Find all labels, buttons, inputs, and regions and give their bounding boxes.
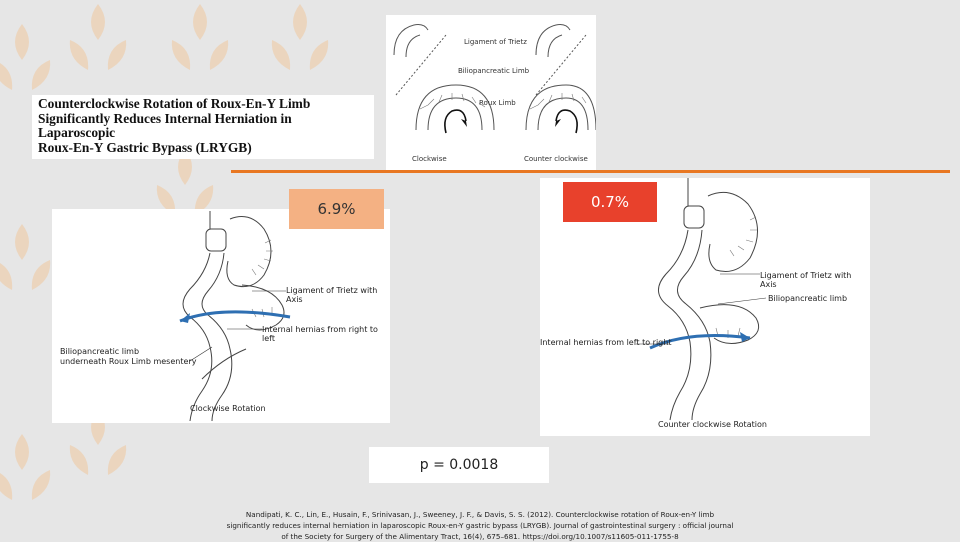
- top-counterclockwise-label: Counter clockwise: [524, 155, 588, 163]
- p-value: p = 0.0018: [419, 457, 499, 473]
- left-caption: Clockwise Rotation: [190, 404, 266, 413]
- top-clockwise-label: Clockwise: [412, 155, 447, 163]
- left-percent-badge: [289, 189, 384, 229]
- left-bp-label-line2: underneath Roux Limb mesentery: [60, 357, 197, 366]
- left-figure-diagram: [52, 209, 390, 423]
- left-percent-value: 6.9%: [317, 200, 356, 218]
- right-ligament-label: Ligament of Trietz with Axis: [760, 271, 852, 289]
- right-bp-label: Biliopancreatic limb: [768, 294, 848, 303]
- left-bp-label-line1: Biliopancreatic limb: [60, 347, 140, 356]
- citation: [175, 509, 785, 542]
- paper-title: [38, 97, 368, 155]
- right-caption: Counter clockwise Rotation: [658, 420, 767, 429]
- orange-divider: [231, 170, 950, 173]
- title-line-2: Significantly Reduces Internal Herniation in Laparoscopic: [38, 110, 292, 140]
- top-figure: [386, 15, 596, 171]
- top-ligament-label: Ligament of Trietz: [464, 38, 527, 46]
- left-ligament-label: Ligament of Trietz with Axis: [286, 286, 378, 304]
- title-line-3: Roux-En-Y Gastric Bypass (LRYGB): [38, 139, 252, 155]
- right-percent-badge: [563, 182, 657, 222]
- p-value-box: [369, 447, 549, 483]
- top-biliopancreatic-label: Biliopancreatic Limb: [458, 67, 530, 75]
- right-percent-value: 0.7%: [590, 193, 630, 211]
- left-hernia-label: Internal hernias from right to left: [262, 325, 378, 343]
- left-figure: [52, 209, 390, 423]
- title-box: [32, 95, 374, 159]
- citation-line-1: Nandipati, K. C., Lin, E., Husain, F., Srinivasan, J., Sweeney, J. F., & Davis, S. S. (2012). Counterclockwise rotation of Roux-en-Y limb: [245, 510, 715, 519]
- right-hernia-label: Internal hernias from left to right: [540, 338, 672, 347]
- citation-line-3: of the Society for Surgery of the Alimentary Tract, 16(4), 675–681. https://doi.org/10.1007/s11605-011-1755-8: [281, 532, 679, 541]
- title-line-1: Counterclockwise Rotation of Roux-En-Y Limb: [38, 96, 311, 111]
- top-roux-label: Roux Limb: [479, 99, 516, 107]
- citation-line-2: significantly reduces internal herniation in laparoscopic Roux-en-Y gastric bypass (LRYGB). Journal of gastrointestinal surgery : official journal: [226, 521, 734, 530]
